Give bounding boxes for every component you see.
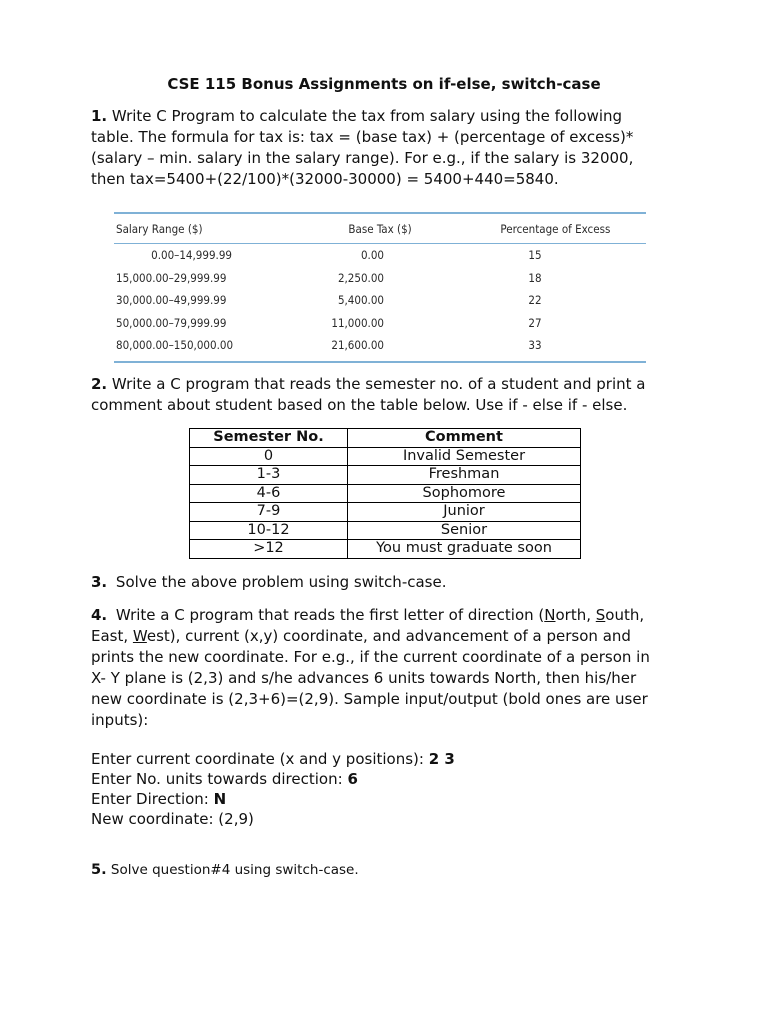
semester-cell-no: 0 bbox=[190, 447, 348, 466]
semester-cell-no: 4-6 bbox=[190, 484, 348, 503]
tax-cell-percent: 18 bbox=[528, 270, 542, 285]
question-2-number: 2. bbox=[91, 375, 108, 393]
tax-cell-percent: 33 bbox=[528, 338, 542, 353]
tax-cell-percent: 22 bbox=[528, 293, 542, 308]
sample-io-line-4: New coordinate: (2,9) bbox=[91, 810, 254, 828]
table-row bbox=[190, 503, 581, 522]
table-row bbox=[114, 267, 646, 290]
sample-io-input-1: 2 3 bbox=[428, 750, 455, 768]
sample-io-line-1 bbox=[91, 749, 455, 769]
semester-cell-no: 10-12 bbox=[190, 521, 348, 540]
tax-cell-base: 2,250.00 bbox=[337, 270, 384, 285]
tax-header-salary-range: Salary Range ($) bbox=[116, 221, 203, 236]
question-1-number: 1. bbox=[91, 107, 108, 125]
tax-cell-base: 5,400.00 bbox=[337, 293, 384, 308]
tax-cell-percent: 15 bbox=[528, 248, 542, 263]
question-1-text: Write C Program to calculate the tax from salary using the following table. The formula for tax is: tax = (base tax) + (percentage of excess)*(salary – min. salary in the salary range). For e.g., if the salary is 32000, then tax=5400+(22/100)*(32000-30000) = 5400+440=5840. bbox=[91, 107, 634, 188]
semester-cell-no: >12 bbox=[190, 540, 348, 559]
tax-cell-base: 21,600.00 bbox=[331, 338, 384, 353]
question-2 bbox=[91, 374, 661, 416]
west-initial: W bbox=[132, 627, 147, 645]
table-row bbox=[114, 312, 646, 335]
sample-io-line-3 bbox=[91, 789, 455, 809]
page-title: CSE 115 Bonus Assignments on if-else, switch-case bbox=[167, 75, 601, 93]
sample-io-input-3: N bbox=[213, 790, 227, 808]
semester-cell-no: 1-3 bbox=[190, 466, 348, 485]
question-4-number: 4. bbox=[91, 606, 108, 624]
tax-cell-base: 0.00 bbox=[360, 248, 384, 263]
question-3 bbox=[91, 572, 661, 593]
question-4-text-b: est), current (x,y) coordinate, and advancement of a person and prints the new coordinate. For e.g., if the current coordinate of a person in X- Y plane is (2,3) and s/he advances 6 units towards North, then his/her new coordinate is (2,3+6)=(2,9). Sample input/output (bold ones are user inputs): bbox=[91, 627, 650, 729]
tax-cell-percent: 27 bbox=[528, 315, 542, 330]
north-initial: N bbox=[544, 606, 556, 624]
semester-cell-comment: Invalid Semester bbox=[348, 447, 581, 466]
semester-header-comment: Comment bbox=[348, 429, 581, 448]
tax-table bbox=[114, 212, 646, 363]
semester-table bbox=[189, 428, 581, 559]
question-2-text: Write a C program that reads the semester no. of a student and print a comment about student based on the table below. Use if - else if - else. bbox=[91, 375, 646, 414]
table-row bbox=[190, 447, 581, 466]
tax-cell-range: 0.00–14,999.99 bbox=[151, 248, 232, 263]
semester-table-header bbox=[190, 429, 581, 448]
tax-cell-range: 30,000.00–49,999.99 bbox=[116, 293, 227, 308]
semester-cell-comment: Freshman bbox=[348, 466, 581, 485]
sample-io-label-2: Enter No. units towards direction: bbox=[91, 770, 348, 788]
table-row bbox=[114, 334, 646, 357]
table-row bbox=[114, 244, 646, 267]
tax-header-percentage: Percentage of Excess bbox=[500, 221, 611, 236]
semester-header-no: Semester No. bbox=[190, 429, 348, 448]
semester-cell-comment: Senior bbox=[348, 521, 581, 540]
question-1 bbox=[91, 106, 661, 190]
question-4-text-a: Write a C program that reads the first letter of direction ( bbox=[115, 606, 545, 624]
south-initial: S bbox=[595, 606, 606, 624]
semester-cell-no: 7-9 bbox=[190, 503, 348, 522]
sample-io-label-3: Enter Direction: bbox=[91, 790, 214, 808]
tax-cell-base: 11,000.00 bbox=[331, 315, 384, 330]
table-row bbox=[190, 521, 581, 540]
semester-cell-comment: Sophomore bbox=[348, 484, 581, 503]
sample-io-input-2: 6 bbox=[347, 770, 358, 788]
question-3-text: Solve the above problem using switch-case. bbox=[115, 573, 447, 591]
question-5-text: Solve question#4 using switch-case. bbox=[110, 862, 359, 878]
south-rest: outh, East, bbox=[91, 606, 645, 645]
table-row bbox=[190, 540, 581, 559]
tax-cell-range: 80,000.00–150,000.00 bbox=[116, 338, 234, 353]
tax-header-base-tax: Base Tax ($) bbox=[348, 221, 412, 236]
question-5 bbox=[91, 860, 359, 880]
question-5-number: 5. bbox=[91, 862, 107, 878]
sample-io-label-1: Enter current coordinate (x and y positions): bbox=[91, 750, 429, 768]
tax-table-header bbox=[114, 214, 646, 244]
semester-cell-comment: Junior bbox=[348, 503, 581, 522]
question-4 bbox=[91, 605, 661, 731]
sample-io-line-2 bbox=[91, 769, 455, 789]
tax-cell-range: 50,000.00–79,999.99 bbox=[116, 315, 227, 330]
semester-cell-comment: You must graduate soon bbox=[348, 540, 581, 559]
tax-cell-range: 15,000.00–29,999.99 bbox=[116, 270, 227, 285]
table-row bbox=[190, 484, 581, 503]
table-row bbox=[190, 466, 581, 485]
table-row bbox=[114, 289, 646, 312]
sample-io bbox=[91, 749, 455, 829]
north-rest: orth, bbox=[555, 606, 596, 624]
question-3-number: 3. bbox=[91, 573, 108, 591]
